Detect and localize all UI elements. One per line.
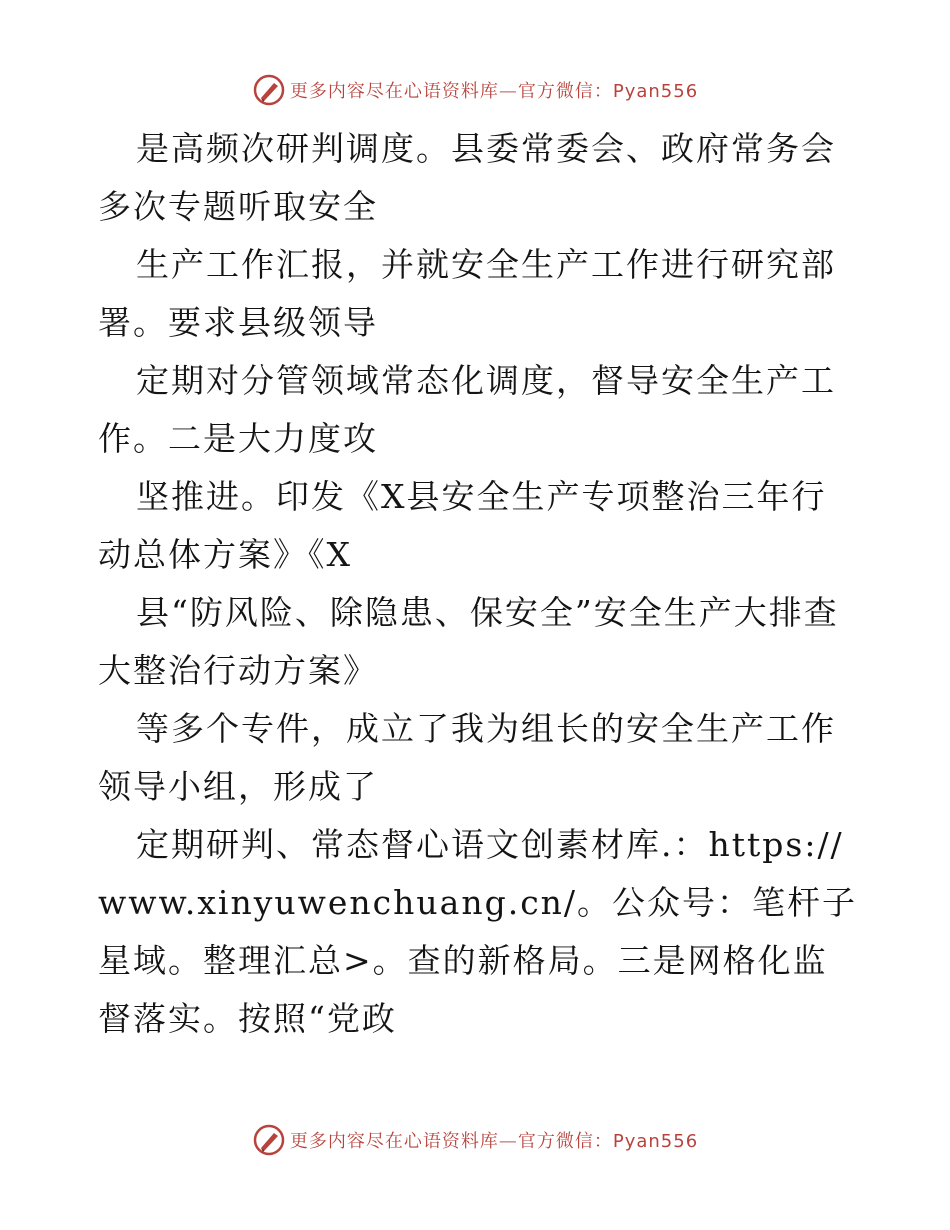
paragraph: 等多个专件，成立了我为组长的安全生产工作领导小组，形成了	[98, 709, 836, 806]
paragraph: 是高频次研判调度。县委常委会、政府常务会多次专题听取安全	[98, 129, 836, 226]
paragraph: 生产工作汇报，并就安全生产工作进行研究部署。要求县级领导	[98, 245, 836, 342]
footer-text: 更多内容尽在心语资料库—官方微信：Pyan556	[289, 1131, 699, 1152]
paragraph: 县“防风险、除隐患、保安全”安全生产大排查大整治行动方案》	[98, 593, 839, 690]
page-header-banner	[0, 70, 950, 110]
paragraph: 定期研判、常态督心语文创素材库.：https://www.xinyuwenchuang.cn/。公众号：笔杆子星域。整理汇总>。查的新格局。三是网格化监督落实。按照“党政	[98, 825, 858, 1038]
document-body	[98, 120, 858, 1048]
pen-logo-icon	[252, 73, 286, 107]
paragraph: 坚推进。印发《X县安全生产专项整治三年行动总体方案》《X	[98, 477, 827, 574]
pen-logo-icon	[252, 1123, 286, 1157]
page-footer-banner	[0, 1120, 950, 1160]
paragraph: 定期对分管领域常态化调度，督导安全生产工作。二是大力度攻	[98, 361, 836, 458]
header-text: 更多内容尽在心语资料库—官方微信：Pyan556	[289, 81, 699, 102]
